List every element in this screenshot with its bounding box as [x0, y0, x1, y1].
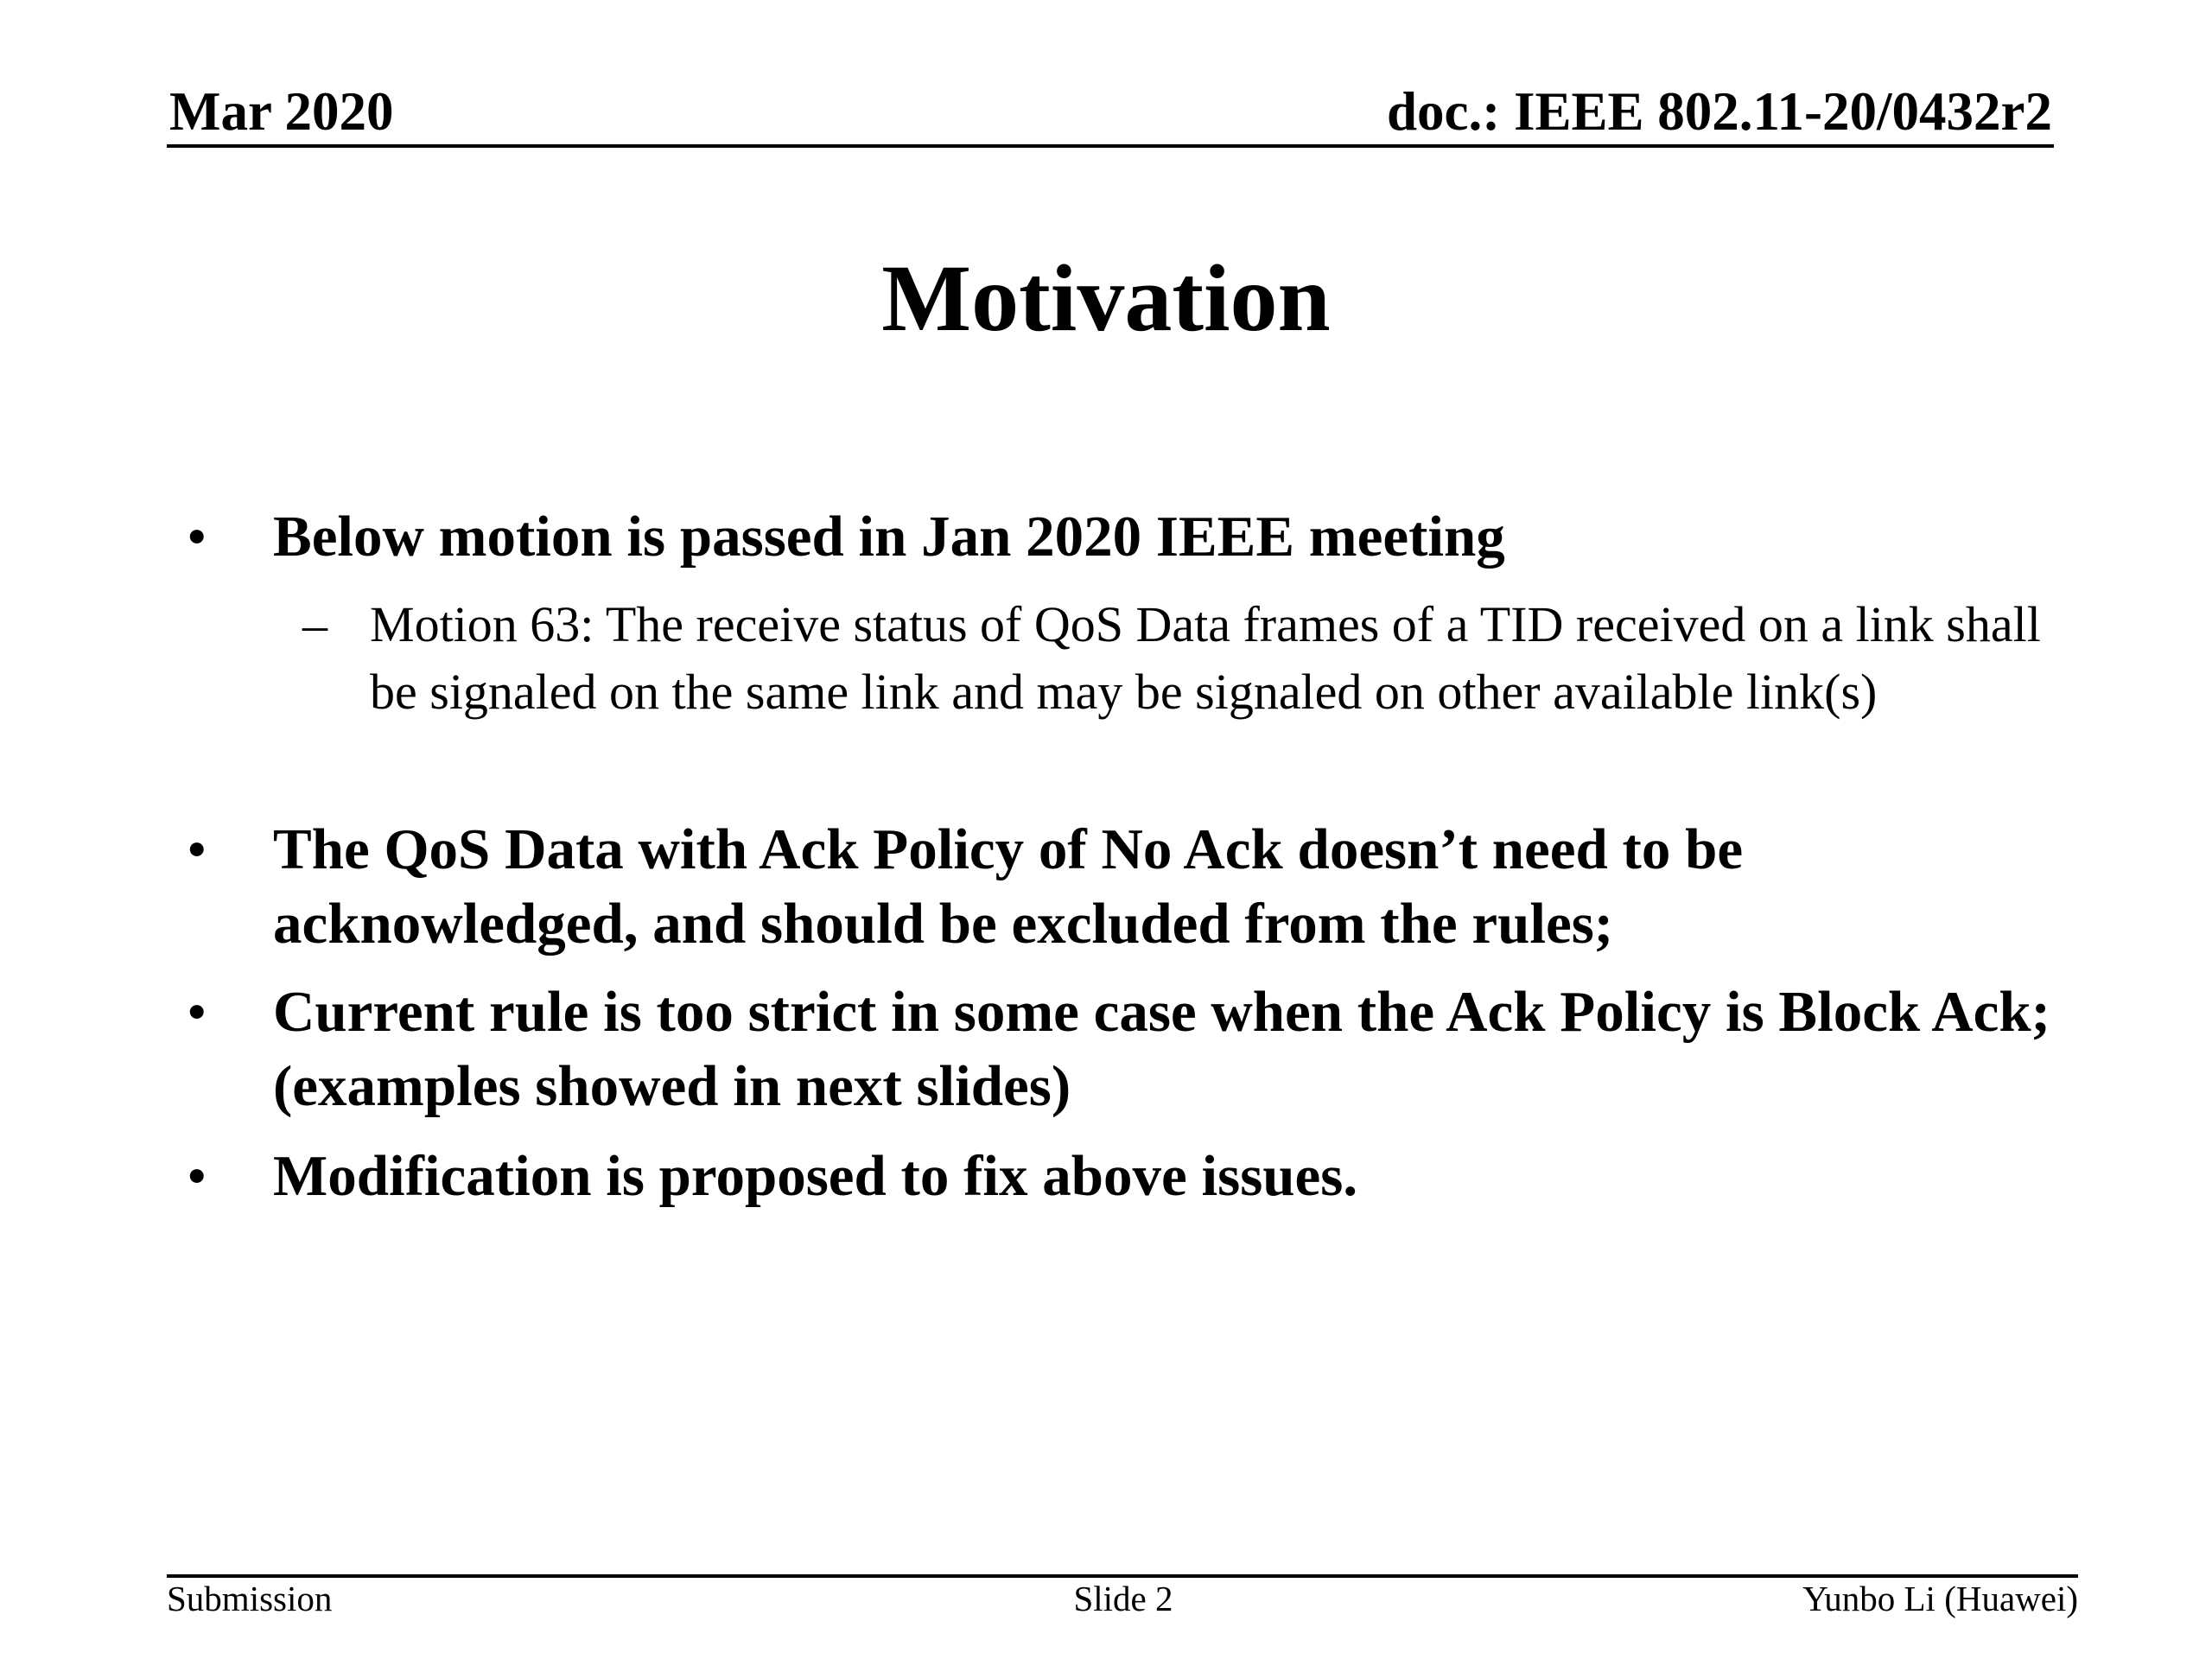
bullet-dot-icon: •: [187, 1144, 207, 1208]
header-divider: [167, 144, 2054, 148]
footer-author: Yunbo Li (Huawei): [1802, 1579, 2078, 1618]
header-doc-id: doc.: IEEE 802.11-20/0432r2: [1386, 81, 2052, 142]
footer-submission: Submission: [167, 1579, 333, 1618]
bullet-dot-icon: •: [187, 980, 207, 1044]
bullet-item-4: [187, 1139, 2079, 1213]
footer-slide-number: Slide 2: [1073, 1579, 1173, 1618]
bullet-text: The QoS Data with Ack Policy of No Ack doesn’t need to be acknowledged, and should be excluded from the rules;: [273, 817, 1744, 956]
sub-bullet-text: Motion 63: The receive status of QoS Data frames of a TID received on a link shall be signaled on the same link and may be signaled on other available link(s): [370, 596, 2041, 720]
dash-icon: –: [302, 596, 327, 652]
bullet-item-2: [187, 812, 2079, 961]
bullet-text: Below motion is passed in Jan 2020 IEEE meeting: [273, 505, 1505, 569]
bullet-text: Modification is proposed to fix above issues.: [273, 1144, 1358, 1208]
bullet-text: Current rule is too strict in some case when the Ack Policy is Block Ack; (examples showed in next slides): [273, 980, 2050, 1118]
bullet-dot-icon: •: [187, 505, 207, 569]
bullet-dot-icon: •: [187, 817, 207, 881]
bullet-item-1: [187, 499, 2079, 574]
bullet-item-3: [187, 975, 2079, 1123]
slide-title: Motivation: [881, 245, 1331, 351]
header-date: Mar 2020: [169, 81, 394, 142]
sub-bullet-item-1: [302, 591, 2063, 726]
